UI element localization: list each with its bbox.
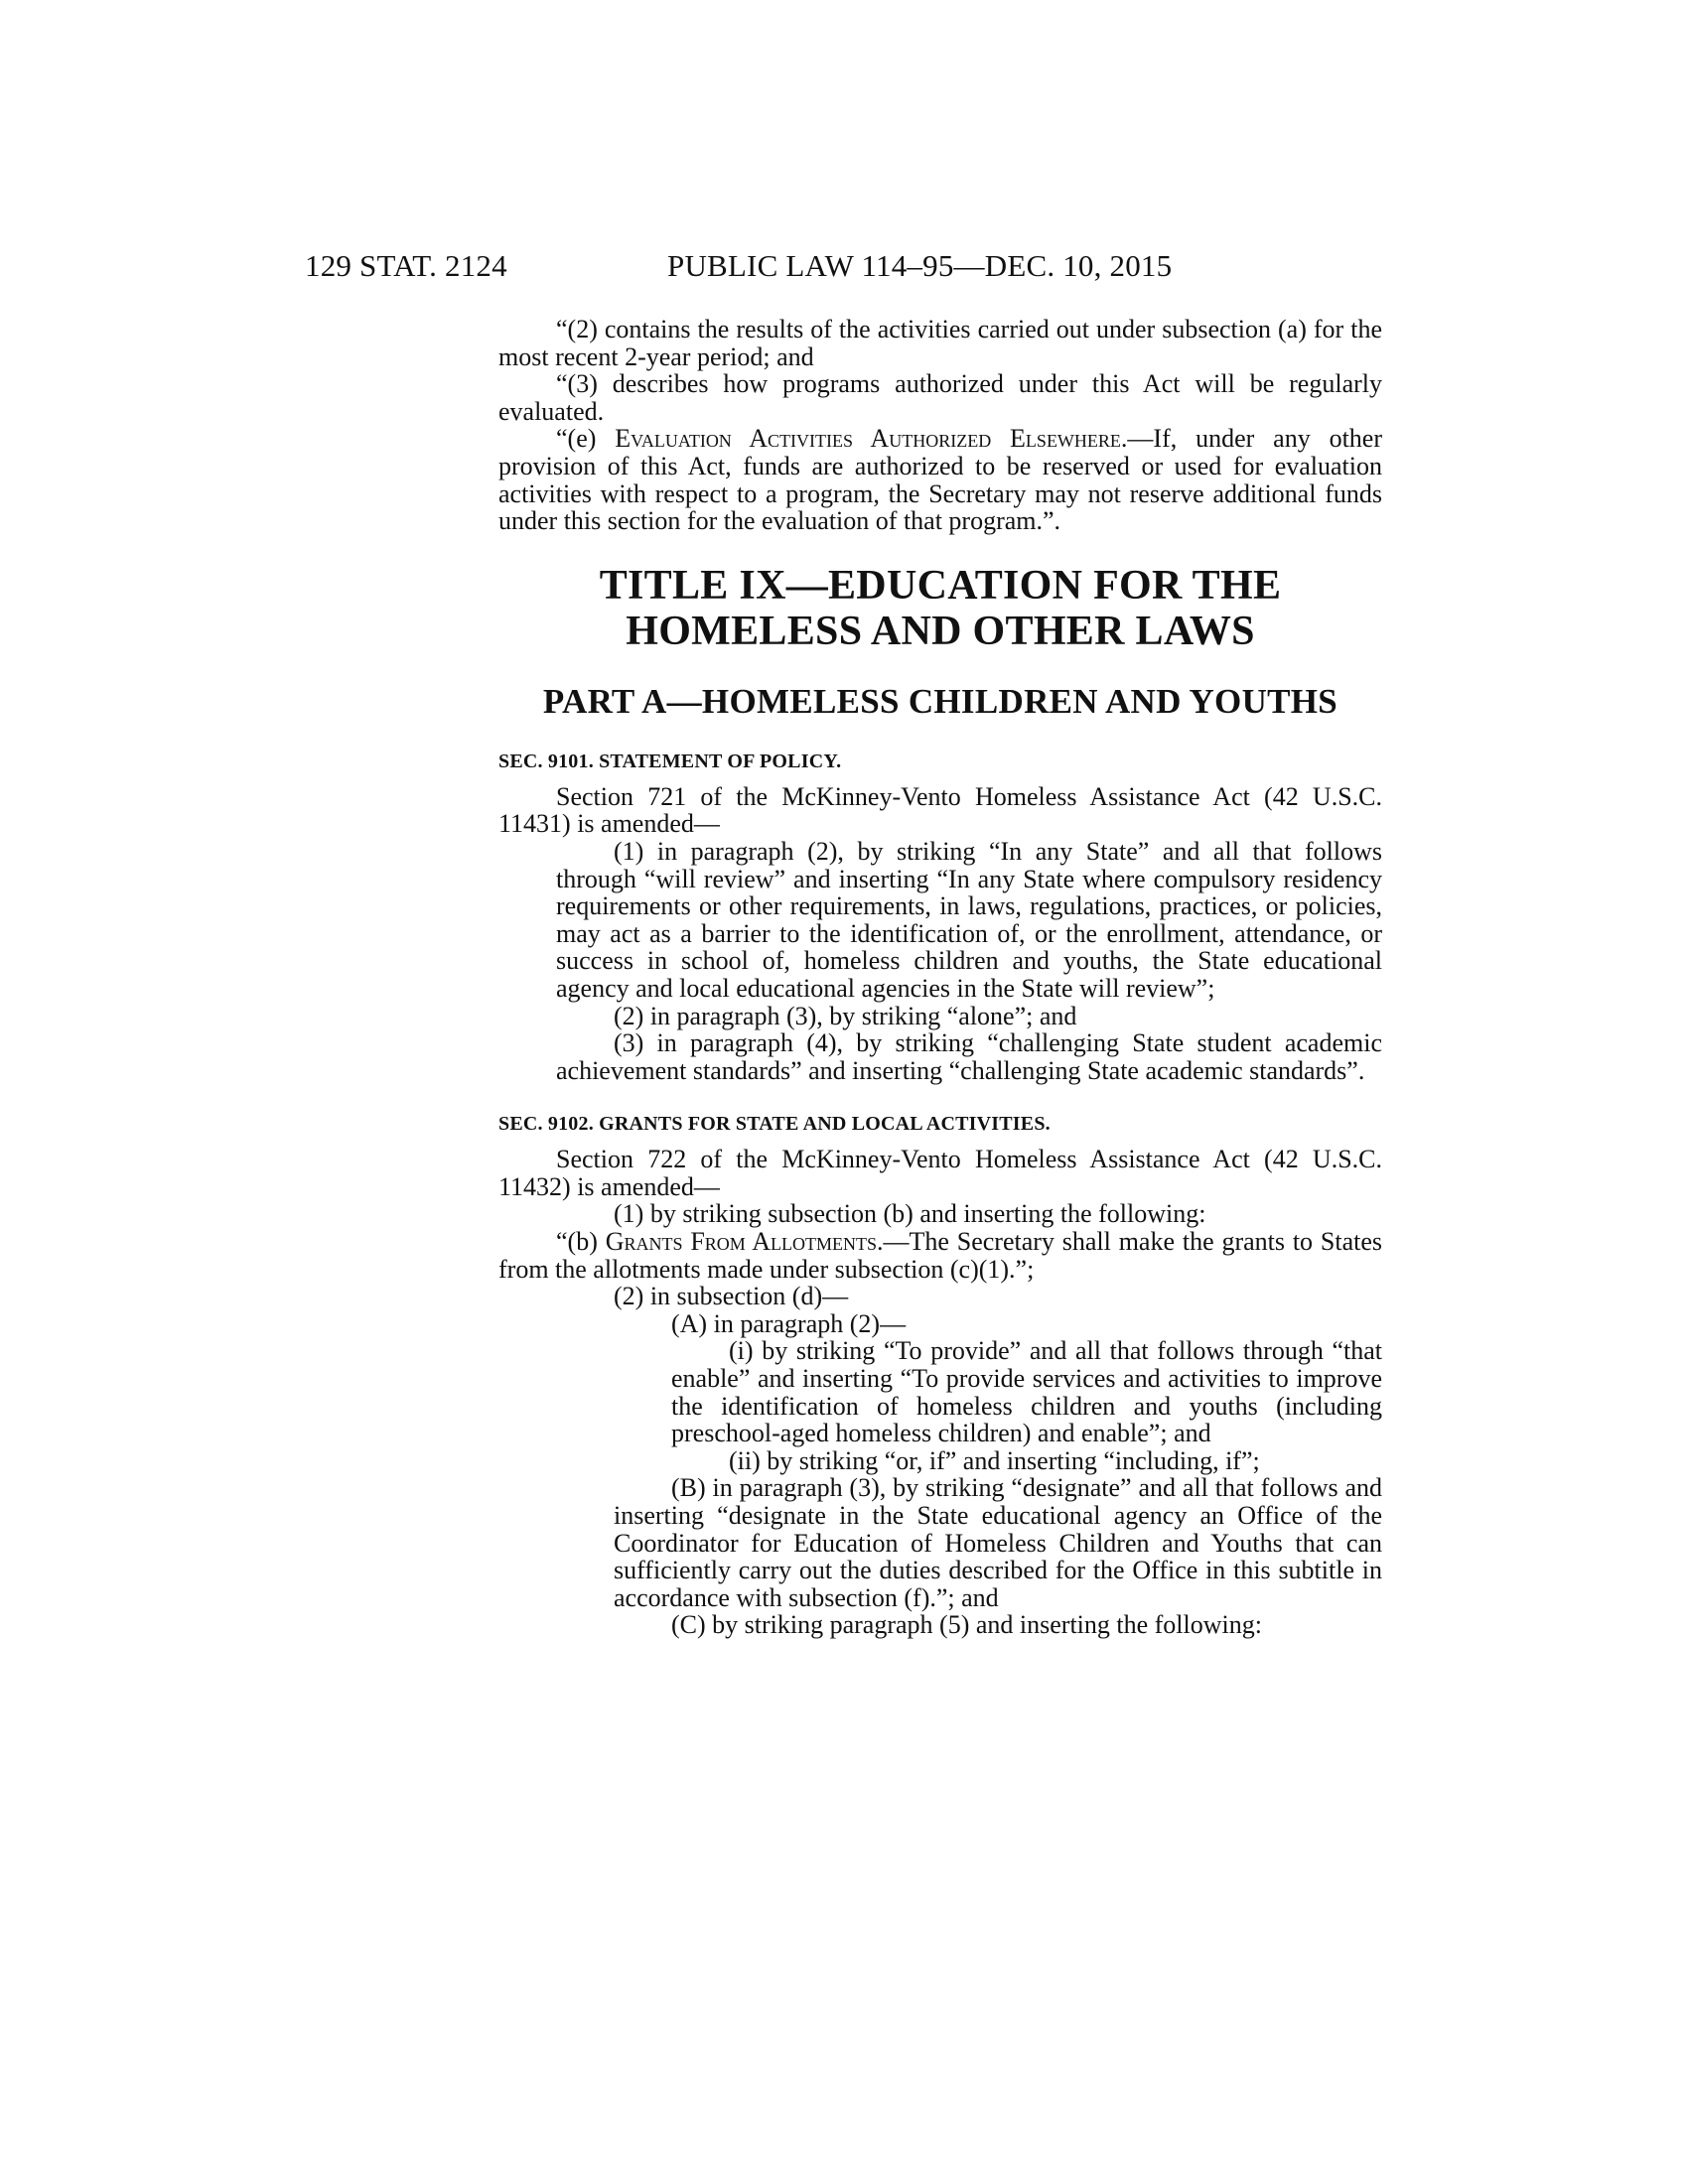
section-9101-lead: Section 721 of the McKinney-Vento Homeless Assistance Act (42 U.S.C. 11431) is amended— [498, 781, 1382, 839]
section-9102-item-2b: (B) in paragraph (3), by striking “designate” and all that follows and inserting “designate in the State educational agency an Office of the Coordinator for Education of Homeless Children and Youths that can sufficiently carry out the duties described for the Office in this subtitle in accordance with subsection (f).”; and [614, 1473, 1382, 1612]
subsection-e [498, 425, 1382, 534]
subsection-e-text: .—If, under any other provision of this Act, funds are authorized to be reserved or used for evaluation activities with respect to a program, the Secretary may not reserve additional funds under this section for the evaluation of that program.”. [498, 424, 1382, 536]
running-header [305, 246, 1210, 286]
title-line-2: HOMELESS AND OTHER LAWS [626, 608, 1255, 654]
subsection-e-caption: Evaluation Activities Authorized Elsewhere [615, 424, 1121, 454]
document-body [498, 316, 1382, 1639]
section-9102-item-1: (1) by striking subsection (b) and inserting the following: [614, 1199, 1206, 1229]
subsection-e-lead: “(e) [556, 424, 616, 454]
title-line-1: TITLE IX—EDUCATION FOR THE [599, 562, 1282, 609]
statute-citation: 129 STAT. 2124 [305, 248, 507, 283]
section-9102-heading: SEC. 9102. GRANTS FOR STATE AND LOCAL ACTIVITIES. [498, 1113, 1051, 1136]
section-9101-item-2: (2) in paragraph (3), by striking “alone”; and [614, 1001, 1077, 1030]
subsection-b-caption: Grants From Allotments [605, 1227, 877, 1257]
public-law-citation: PUBLIC LAW 114–95—DEC. 10, 2015 [667, 248, 1173, 283]
section-9102-item-2: (2) in subsection (d)— [614, 1282, 849, 1311]
section-9102-item-2a: (A) in paragraph (2)— [671, 1308, 907, 1338]
section-9102-item-2c: (C) by striking paragraph (5) and inserting the following: [671, 1610, 1262, 1640]
section-9102-lead: Section 722 of the McKinney-Vento Homeless Assistance Act (42 U.S.C. 11432) is amended— [498, 1145, 1382, 1201]
subsection-b-lead: “(b) [556, 1227, 606, 1257]
part-heading: PART A—HOMELESS CHILDREN AND YOUTHS [542, 681, 1338, 721]
section-9101-item-3: (3) in paragraph (4), by striking “challenging State student academic achievement standards” and inserting “challenging State academic standards”. [556, 1028, 1382, 1085]
section-9101-item-1: (1) in paragraph (2), by striking “In any State” and all that follows through “will review” and inserting “In any State where compulsory residency requirements or other requirements, in laws, regulations, practices, or policies, may act as a barrier to the identification of, or the enrollment, attendance, or success in school of, homeless children and youths, the State educational agency and local educational agencies in the State will review”; [556, 836, 1382, 1003]
section-9102-item-2a-i: (i) by striking “To provide” and all that follows through “that enable” and inserting “To provide services and activities to improve the identification of homeless children and youths (including preschool-aged homeless children) and enable”; and [671, 1336, 1382, 1448]
subsection-b [498, 1228, 1382, 1283]
title-heading [498, 563, 1382, 654]
paragraph-3-evaluation: “(3) describes how programs authorized under this Act will be regularly evaluated. [498, 369, 1382, 426]
subsection-b-text: .—The Secretary shall make the grants to States from the allotments made under subsection (c)(1).”; [498, 1227, 1383, 1284]
section-9102-item-2a-ii: (ii) by striking “or, if” and inserting “including, if”; [729, 1445, 1260, 1475]
section-9101-heading: SEC. 9101. STATEMENT OF POLICY. [498, 750, 842, 772]
paragraph-2-results: “(2) contains the results of the activities carried out under subsection (a) for the most recent 2-year period; and [498, 315, 1382, 371]
